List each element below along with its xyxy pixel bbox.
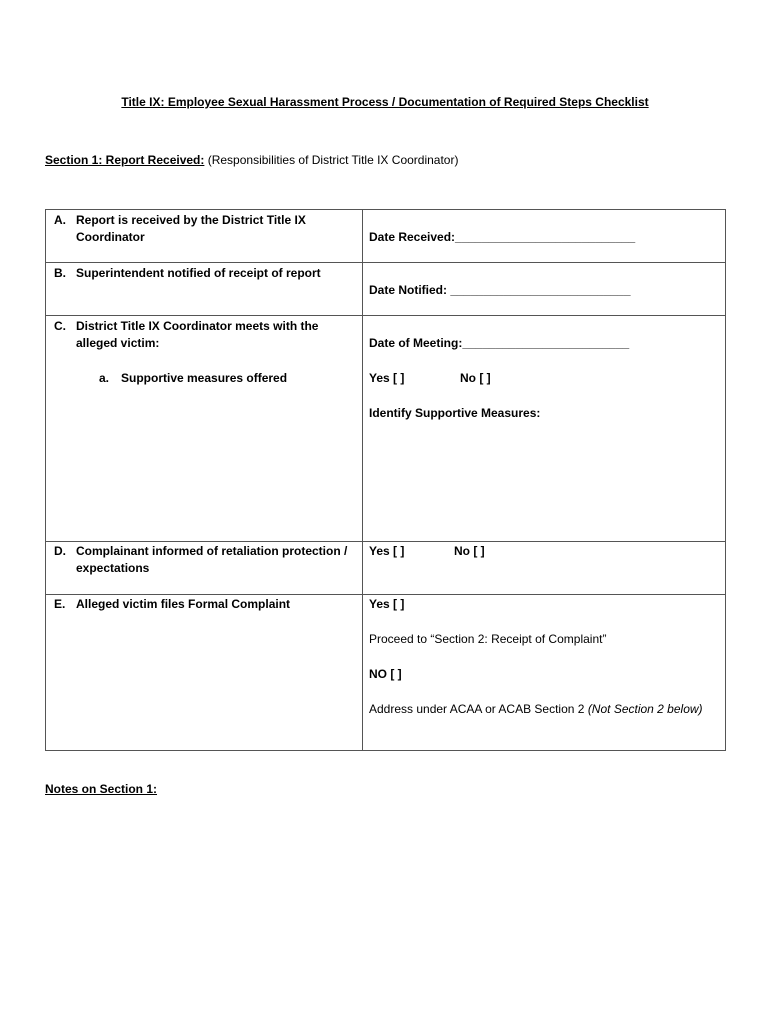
row-e-item — [46, 596, 362, 613]
retaliation-choice — [363, 543, 725, 560]
row-d-description-cell — [46, 542, 363, 595]
row-c-sub-item — [46, 370, 362, 387]
row-e-response-cell — [363, 595, 726, 751]
row-c-response-cell — [363, 316, 726, 542]
row-b-letter: B. — [54, 266, 66, 280]
supportive-yes-checkbox[interactable]: Yes [ ] — [369, 371, 405, 385]
table-row — [46, 595, 726, 751]
address-text: Address under ACAA or ACAB Section 2 — [369, 702, 585, 716]
row-b-description-cell — [46, 263, 363, 316]
row-c-text: District Title IX Coordinator meets with the alleged victim: — [76, 319, 319, 350]
row-e-text: Alleged victim files Formal Complaint — [76, 597, 291, 611]
row-c-sub-letter: a. — [99, 371, 110, 385]
address-instruction — [363, 701, 725, 718]
date-of-meeting-field[interactable]: Date of Meeting:_________________________ — [369, 336, 630, 350]
section-1-label: Section 1: Report Received: — [45, 153, 205, 167]
table-row — [46, 210, 726, 263]
document-title: Title IX: Employee Sexual Harassment Process / Documentation of Required Steps Checklist — [121, 95, 649, 109]
supportive-measures-choice — [363, 370, 725, 387]
date-notified-field[interactable]: Date Notified: ___________________________ — [369, 283, 631, 297]
row-a-text: Report is received by the District Title IX Coordinator — [76, 213, 306, 244]
row-a-letter: A. — [54, 213, 66, 227]
proceed-instruction: Proceed to “Section 2: Receipt of Complaint” — [369, 632, 607, 646]
row-a-description-cell — [46, 210, 363, 263]
section-1-note: (Responsibilities of District Title IX Coordinator) — [207, 153, 459, 167]
row-c-description-cell — [46, 316, 363, 542]
address-note: (Not Section 2 below) — [587, 702, 703, 716]
row-b-item — [46, 265, 362, 282]
supportive-no-checkbox[interactable]: No [ ] — [460, 371, 491, 385]
identify-supportive-measures-label: Identify Supportive Measures: — [369, 406, 541, 420]
section-1-heading — [45, 153, 458, 167]
row-a-response-cell — [363, 210, 726, 263]
formal-complaint-yes-checkbox[interactable]: Yes [ ] — [369, 597, 405, 611]
table-row — [46, 263, 726, 316]
table-row — [46, 316, 726, 542]
notes-heading: Notes on Section 1: — [45, 782, 158, 796]
checklist-table — [45, 209, 726, 751]
row-d-letter: D. — [54, 544, 66, 558]
row-e-description-cell — [46, 595, 363, 751]
retaliation-no-checkbox[interactable]: No [ ] — [454, 544, 485, 558]
row-d-response-cell — [363, 542, 726, 595]
row-d-text: Complainant informed of retaliation protection / expectations — [76, 544, 348, 575]
row-c-sub-text: Supportive measures offered — [121, 371, 288, 385]
row-c-letter: C. — [54, 319, 66, 333]
row-d-item — [46, 543, 362, 577]
formal-complaint-no-checkbox[interactable]: NO [ ] — [369, 667, 402, 681]
row-a-item — [46, 212, 362, 246]
table-row — [46, 542, 726, 595]
retaliation-yes-checkbox[interactable]: Yes [ ] — [369, 544, 405, 558]
row-b-response-cell — [363, 263, 726, 316]
date-received-field[interactable]: Date Received:___________________________ — [369, 230, 636, 244]
row-b-text: Superintendent notified of receipt of report — [76, 266, 321, 280]
row-c-item — [46, 318, 362, 352]
row-e-letter: E. — [54, 597, 66, 611]
